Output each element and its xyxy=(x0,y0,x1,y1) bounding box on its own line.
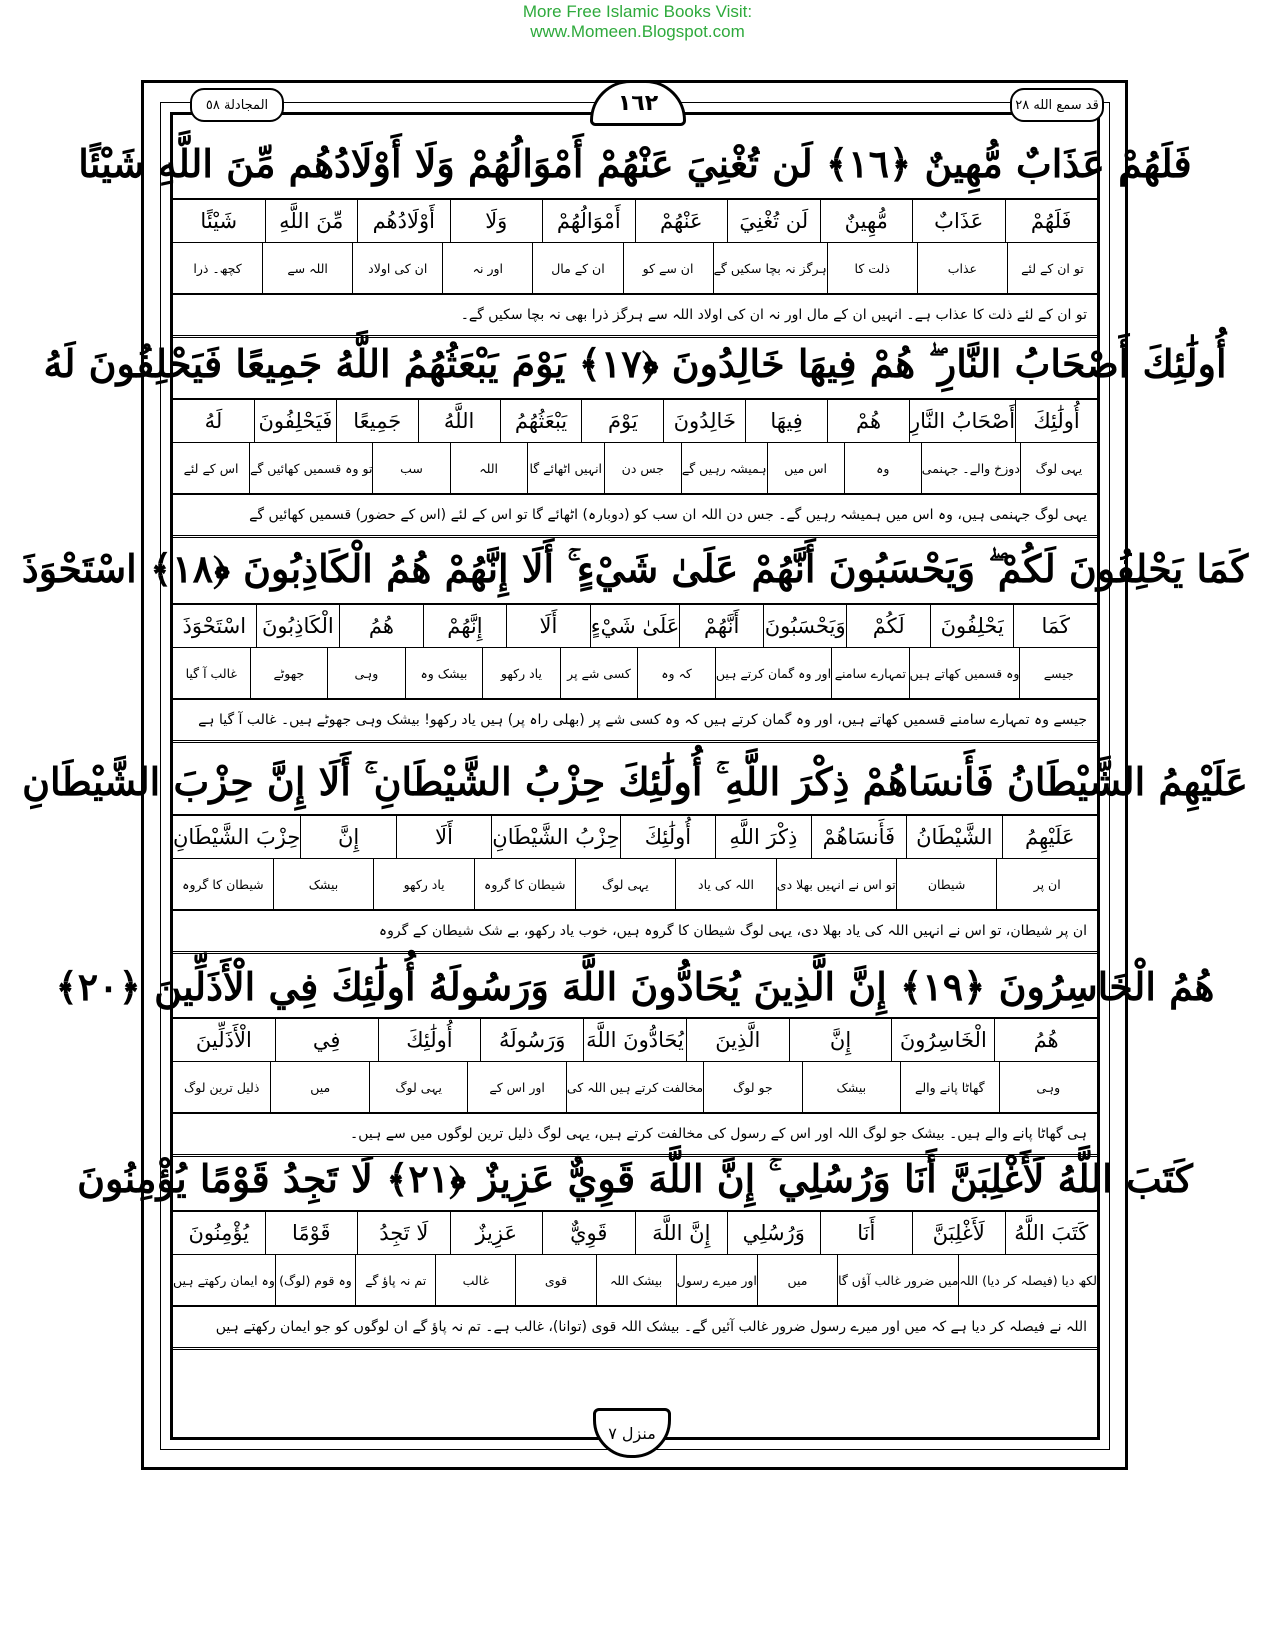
arabic-word-cell: أَنَا xyxy=(820,1212,913,1254)
urdu-meaning-cell: اللہ کی یاد xyxy=(675,859,776,909)
urdu-meaning-cell: وہ قوم (لوگ) xyxy=(275,1255,355,1305)
arabic-word-cell: لَن تُغْنِيَ xyxy=(727,200,820,242)
urdu-meaning-cell: مخالفت کرتے ہیں اللہ کی xyxy=(566,1062,703,1112)
arabic-word-cell: إِنَّ xyxy=(300,816,395,858)
urdu-meaning-cell: تمہارے سامنے xyxy=(831,648,909,698)
urdu-meaning-cell: اللہ xyxy=(450,443,527,493)
ayah-section xyxy=(22,750,1248,954)
arabic-word-cell: أَلَا xyxy=(506,605,590,647)
arabic-word-cell: أَوْلَادُهُم xyxy=(357,200,450,242)
ayah-section xyxy=(78,128,1192,338)
urdu-meaning-cell: میں ضرور غالب آؤں گا xyxy=(837,1255,958,1305)
urdu-meaning-cell: کچھ۔ ذرا xyxy=(193,260,242,276)
arabic-word-cell: عَلَيْهِمُ xyxy=(1002,816,1097,858)
arabic-word-cell: حِزْبُ الشَّيْطَانِ xyxy=(491,816,619,858)
urdu-meaning-cell: اور وہ گمان کرتے ہیں xyxy=(715,648,831,698)
urdu-meaning-cell: بیشک وہ xyxy=(405,648,483,698)
urdu-meaning-cell: میں xyxy=(757,1255,837,1305)
ayah-text: أُولَٰئِكَ أَصْحَابُ النَّارِ ۖ هُمْ فِيهَا خَالِدُونَ ﴿١٧﴾ يَوْمَ يَبْعَثُهُمُ اللَّهُ جَمِيعًا فَيَحْلِفُونَ لَهُ xyxy=(173,330,1097,400)
word-row xyxy=(173,605,1097,648)
arabic-word-cell: لَا تَجِدُ xyxy=(357,1212,450,1254)
arabic-word-cell: الْخَاسِرُونَ xyxy=(891,1019,994,1061)
urdu-meaning-cell: وہ xyxy=(844,443,921,493)
site-note xyxy=(0,2,1275,42)
urdu-meaning-cell: جس دن xyxy=(604,443,681,493)
urdu-meaning-cell: ان سے کو xyxy=(623,243,713,293)
arabic-word-cell: أَنَّهُمْ xyxy=(679,605,763,647)
arabic-word-cell: أُولَٰئِكَ xyxy=(1015,400,1097,442)
arabic-word-cell: شَيْئًا xyxy=(200,209,238,233)
arabic-word-cell: إِنَّهُمْ xyxy=(423,605,507,647)
urdu-meaning-cell: ذلت کا xyxy=(827,243,917,293)
arabic-word-cell: يَحْلِفُونَ xyxy=(930,605,1014,647)
word-row xyxy=(173,200,1097,243)
ayah-text: فَلَهُمْ عَذَابٌ مُّهِينٌ ﴿١٦﴾ لَن تُغْنِيَ عَنْهُمْ أَمْوَالُهُمْ وَلَا أَوْلَادُهُم مِّنَ اللَّهِ شَيْئًا xyxy=(173,128,1097,200)
arabic-word-cell: لَكُمْ xyxy=(846,605,930,647)
ayah-section xyxy=(55,955,1215,1157)
urdu-meaning-cell: تو ان کے لئے xyxy=(1007,243,1097,293)
arabic-word-cell: فِيهَا xyxy=(745,400,827,442)
urdu-meaning-cell: شیطان کا گروہ xyxy=(474,859,575,909)
arabic-word-cell: الَّذِينَ xyxy=(686,1019,789,1061)
meaning-row xyxy=(173,859,1097,911)
urdu-meaning-cell: اس میں xyxy=(767,443,844,493)
urdu-meaning-cell: ان پر xyxy=(996,859,1097,909)
urdu-meaning-cell: یہی لوگ xyxy=(1020,443,1097,493)
urdu-meaning-cell: دوزخ والے۔ جہنمی xyxy=(921,443,1020,493)
ayah-text: هُمُ الْخَاسِرُونَ ﴿١٩﴾ إِنَّ الَّذِينَ يُحَادُّونَ اللَّهَ وَرَسُولَهُ أُولَٰئِكَ فِي الْأَذَلِّينَ ﴿٢٠﴾ xyxy=(173,955,1097,1019)
urdu-meaning-cell: اور اس کے xyxy=(467,1062,565,1112)
arabic-word-cell: خَالِدُونَ xyxy=(663,400,745,442)
arabic-word-cell: أُولَٰئِكَ xyxy=(378,1019,481,1061)
urdu-meaning-cell: بیشک xyxy=(802,1062,900,1112)
urdu-translation: تو ان کے لئے ذلت کا عذاب ہے۔ انہیں ان کے مال اور نہ ان کی اولاد اللہ سے ہرگز ذرا بھی نہ بچا سکیں گے۔ xyxy=(173,295,1097,338)
surah-label: المجادلة ٥٨ xyxy=(190,88,284,122)
arabic-word-cell: وَرُسُلِي xyxy=(727,1212,820,1254)
ayah-text: كَتَبَ اللَّهُ لَأَغْلِبَنَّ أَنَا وَرُسُلِي ۚ إِنَّ اللَّهَ قَوِيٌّ عَزِيزٌ ﴿٢١﴾ لَا تَجِدُ قَوْمًا يُؤْمِنُونَ xyxy=(173,1148,1097,1212)
arabic-word-cell: هُمُ xyxy=(994,1019,1097,1061)
urdu-meaning-cell: وہ ایمان رکھتے ہیں xyxy=(172,1272,275,1288)
arabic-word-cell: اسْتَحْوَذَ xyxy=(182,614,247,638)
urdu-meaning-cell: وہی xyxy=(327,648,405,698)
urdu-meaning-cell: بیشک اللہ xyxy=(596,1255,676,1305)
urdu-translation: ہی گھاٹا پانے والے ہیں۔ بیشک جو لوگ اللہ اور اس کے رسول کی مخالفت کرتے ہیں، یہی لوگ ذلیل ترین لوگوں میں سے ہیں۔ xyxy=(173,1114,1097,1157)
site-note-line1: More Free Islamic Books Visit: xyxy=(522,2,753,21)
manzil-label: منزل ٧ xyxy=(593,1408,671,1458)
urdu-meaning-cell: غالب xyxy=(435,1255,515,1305)
urdu-meaning-cell: یاد رکھو xyxy=(373,859,474,909)
urdu-meaning-cell: جیسے xyxy=(1019,648,1097,698)
meaning-row xyxy=(173,1255,1097,1307)
urdu-meaning-cell: عذاب xyxy=(917,243,1007,293)
arabic-word-cell: هُمْ xyxy=(827,400,909,442)
urdu-meaning-cell: ذلیل ترین لوگ xyxy=(184,1079,260,1095)
arabic-word-cell: مُّهِينٌ xyxy=(820,200,913,242)
arabic-word-cell: لَهُ xyxy=(204,409,223,433)
urdu-translation: ان پر شیطان، تو اس نے انہیں اللہ کی یاد بھلا دی، یہی لوگ شیطان کا گروہ ہیں، خوب یاد رکھو، بے شک شیطان کے گروہ xyxy=(173,911,1097,954)
meaning-row xyxy=(173,443,1097,495)
arabic-word-cell: حِزْبَ الشَّيْطَانِ xyxy=(172,825,301,849)
urdu-meaning-cell: تم نہ پاؤ گے xyxy=(355,1255,435,1305)
word-row xyxy=(173,1212,1097,1255)
arabic-word-cell: قَوْمًا xyxy=(265,1212,358,1254)
urdu-meaning-cell: انہیں اٹھائے گا xyxy=(527,443,604,493)
arabic-word-cell: فَأَنسَاهُمْ xyxy=(811,816,906,858)
arabic-word-cell: كَتَبَ اللَّهُ xyxy=(1005,1212,1098,1254)
urdu-meaning-cell: تو وہ قسمیں کھائیں گے xyxy=(249,443,372,493)
arabic-word-cell: وَرَسُولَهُ xyxy=(480,1019,583,1061)
urdu-translation: یہی لوگ جہنمی ہیں، وہ اس میں ہمیشہ رہیں گے۔ جس دن اللہ ان سب کو (دوبارہ) اٹھائے گا تو اس کے لئے (اس کے حضور) قسمیں کھائیں گے xyxy=(173,495,1097,538)
arabic-word-cell: إِنَّ اللَّهَ xyxy=(635,1212,728,1254)
arabic-word-cell: وَلَا xyxy=(450,200,543,242)
arabic-word-cell: أُولَٰئِكَ xyxy=(620,816,715,858)
arabic-word-cell: عَزِيزٌ xyxy=(450,1212,543,1254)
arabic-word-cell: فَلَهُمْ xyxy=(1005,200,1098,242)
urdu-meaning-cell: جو لوگ xyxy=(703,1062,801,1112)
urdu-meaning-cell: وہ قسمیں کھاتے ہیں xyxy=(909,648,1020,698)
arabic-word-cell: الْكَاذِبُونَ xyxy=(256,605,340,647)
urdu-meaning-cell: ہرگز نہ بچا سکیں گے xyxy=(713,243,827,293)
arabic-word-cell: جَمِيعًا xyxy=(336,400,418,442)
urdu-meaning-cell: قوی xyxy=(515,1255,595,1305)
urdu-meaning-cell: یہی لوگ xyxy=(369,1062,467,1112)
urdu-meaning-cell: اور میرے رسول xyxy=(676,1255,757,1305)
urdu-meaning-cell: اور نہ xyxy=(442,243,532,293)
meaning-row xyxy=(173,648,1097,700)
urdu-meaning-cell: لکھ دیا (فیصلہ کر دیا) اللہ xyxy=(958,1255,1097,1305)
arabic-word-cell: لَأَغْلِبَنَّ xyxy=(912,1212,1005,1254)
arabic-word-cell: الشَّيْطَانُ xyxy=(906,816,1001,858)
arabic-word-cell: الْأَذَلِّينَ xyxy=(195,1028,252,1052)
urdu-meaning-cell: جھوٹے xyxy=(250,648,328,698)
word-row xyxy=(173,816,1097,859)
arabic-word-cell: يَبْعَثُهُمُ xyxy=(500,400,582,442)
urdu-translation: اللہ نے فیصلہ کر دیا ہے کہ میں اور میرے رسول ضرور غالب آئیں گے۔ بیشک اللہ قوی (توانا)، غالب ہے۔ تم نہ پاؤ گے ان لوگوں کو جو ایمان رکھتے ہیں xyxy=(173,1307,1097,1350)
arabic-word-cell: عَلَىٰ شَيْءٍ xyxy=(590,605,680,647)
word-row xyxy=(173,400,1097,443)
arabic-word-cell: قَوِيٌّ xyxy=(542,1212,635,1254)
urdu-meaning-cell: اللہ سے xyxy=(262,243,352,293)
urdu-meaning-cell: اس کے لئے xyxy=(183,460,239,476)
ayah-section xyxy=(77,1148,1193,1350)
arabic-word-cell: اللَّهُ xyxy=(418,400,500,442)
urdu-meaning-cell: کہ وہ xyxy=(637,648,715,698)
urdu-meaning-cell: کسی شے پر xyxy=(560,648,638,698)
urdu-meaning-cell: وہی xyxy=(999,1062,1097,1112)
urdu-translation: جیسے وہ تمہارے سامنے قسمیں کھاتے ہیں، اور وہ گمان کرتے ہیں کہ وہ کسی شے پر (بھلی راہ پر) ہیں یاد رکھو! بیشک وہی جھوٹے ہیں۔ غالب آ گیا ہے xyxy=(173,700,1097,743)
juz-label: قد سمع الله ٢٨ xyxy=(1010,88,1104,122)
meaning-row xyxy=(173,1062,1097,1114)
ayah-section xyxy=(43,330,1227,538)
arabic-word-cell: كَمَا xyxy=(1013,605,1097,647)
arabic-word-cell: ذِكْرَ اللَّهِ xyxy=(715,816,810,858)
arabic-word-cell: يُؤْمِنُونَ xyxy=(188,1221,250,1245)
arabic-word-cell: عَذَابٌ xyxy=(912,200,1005,242)
urdu-meaning-cell: ان کے مال xyxy=(532,243,622,293)
arabic-word-cell: يَوْمَ xyxy=(581,400,663,442)
arabic-word-cell: أَلَا xyxy=(396,816,491,858)
urdu-meaning-cell: غالب آ گیا xyxy=(185,665,237,681)
arabic-word-cell: عَنْهُمْ xyxy=(635,200,728,242)
urdu-meaning-cell: شیطان کا گروہ xyxy=(182,876,264,892)
arabic-word-cell: أَصْحَابُ النَّارِ xyxy=(909,400,1015,442)
urdu-meaning-cell: ان کی اولاد xyxy=(352,243,442,293)
urdu-meaning-cell: بیشک xyxy=(273,859,374,909)
urdu-meaning-cell: سب xyxy=(372,443,449,493)
arabic-word-cell: هُمُ xyxy=(339,605,423,647)
urdu-meaning-cell: یہی لوگ xyxy=(575,859,676,909)
site-note-link[interactable]: www.Momeen.Blogspot.com xyxy=(530,22,745,41)
urdu-meaning-cell: شیطان xyxy=(896,859,997,909)
urdu-meaning-cell: تو اس نے انہیں بھلا دی xyxy=(776,859,896,909)
urdu-meaning-cell: گھاٹا پانے والے xyxy=(900,1062,998,1112)
page-number: ١٦٢ xyxy=(590,80,686,126)
urdu-meaning-cell: یاد رکھو xyxy=(482,648,560,698)
arabic-word-cell: مِّنَ اللَّهِ xyxy=(265,200,358,242)
arabic-word-cell: يُحَادُّونَ اللَّهَ xyxy=(583,1019,686,1061)
ayah-text: عَلَيْهِمُ الشَّيْطَانُ فَأَنسَاهُمْ ذِكْرَ اللَّهِ ۚ أُولَٰئِكَ حِزْبُ الشَّيْطَانِ ۚ أَلَا إِنَّ حِزْبَ الشَّيْطَانِ xyxy=(173,750,1097,816)
arabic-word-cell: إِنَّ xyxy=(789,1019,892,1061)
arabic-word-cell: وَيَحْسَبُونَ xyxy=(763,605,847,647)
arabic-word-cell: فَيَحْلِفُونَ xyxy=(254,400,336,442)
meaning-row xyxy=(173,243,1097,295)
ayah-section xyxy=(21,535,1249,743)
arabic-word-cell: أَمْوَالُهُمْ xyxy=(542,200,635,242)
ayah-text: كَمَا يَحْلِفُونَ لَكُمْ ۖ وَيَحْسَبُونَ أَنَّهُمْ عَلَىٰ شَيْءٍ ۚ أَلَا إِنَّهُمْ هُمُ الْكَاذِبُونَ ﴿١٨﴾ اسْتَحْوَذَ xyxy=(173,535,1097,605)
urdu-meaning-cell: ہمیشہ رہیں گے xyxy=(681,443,767,493)
urdu-meaning-cell: میں xyxy=(270,1062,368,1112)
arabic-word-cell: فِي xyxy=(275,1019,378,1061)
word-row xyxy=(173,1019,1097,1062)
